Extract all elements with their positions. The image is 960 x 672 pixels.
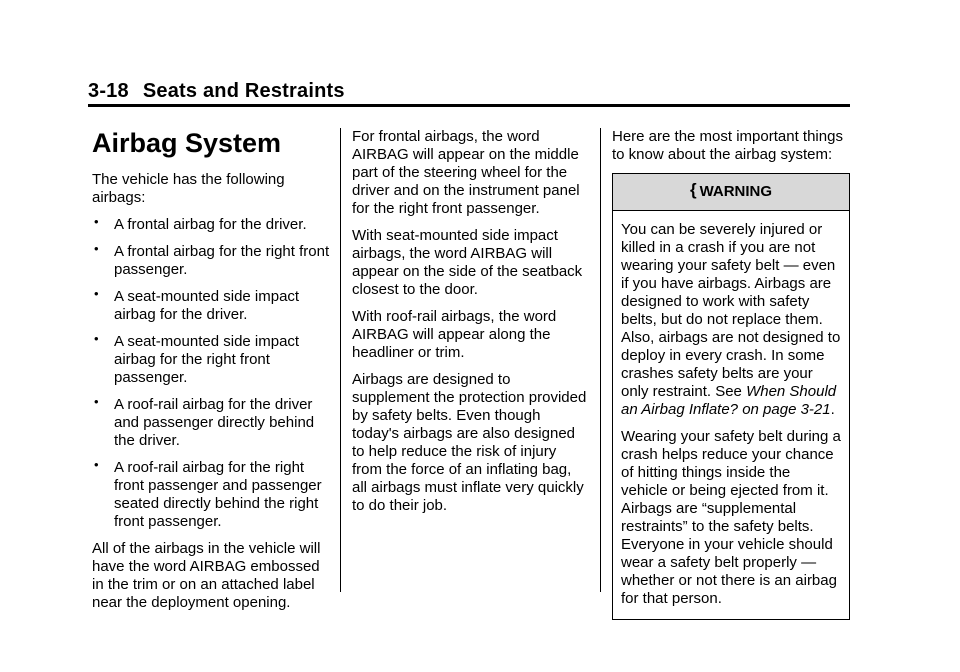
- warning-header: [613, 174, 849, 211]
- warning-paragraph: You can be severely injured or killed in a crash if you are not wearing your safety belt — even if you have airbags. Airbags are designed to work with safety belts, but do not replace them. Also, airbags are not designed to deploy in every crash. In some crashes safety belts are your only restraint. See When Should an Airbag Inflate? on page 3-21.: [621, 221, 841, 418]
- paragraph: For frontal airbags, the word AIRBAG will appear on the middle part of the steering wheel for the driver and on the instrument panel for the right front passenger.: [352, 128, 580, 217]
- list-item: • A frontal airbag for the right front passenger.: [94, 241, 330, 278]
- paragraph: With seat-mounted side impact airbags, the word AIRBAG will appear on the side of the seatback closest to the door.: [352, 227, 583, 298]
- warning-paragraph: Wearing your safety belt during a crash helps reduce your chance of hitting things inside the vehicle or being ejected from it. Airbags are “supplemental restraints” to the safety belts. Everyone in your vehicle should wear a safety belt properly — whether or not there is an airbag for that person.: [621, 428, 841, 607]
- page-header: [88, 80, 345, 103]
- paragraph: Airbags are designed to supplement the protection provided by safety belts. Even though today's airbags are also designed to help reduce the risk of injury from the force of an inflating bag, all airbags must inflate very quickly to do their job.: [352, 371, 587, 514]
- cross-reference-link[interactable]: When Should an Airbag Inflate? on page 3-21: [621, 383, 837, 418]
- intro-paragraph: The vehicle has the following airbags:: [92, 171, 285, 206]
- column-right: [612, 128, 854, 620]
- intro-paragraph: Here are the most important things to know about the airbag system:: [612, 128, 843, 163]
- section-title: Airbag System: [92, 128, 282, 158]
- bullet-icon: •: [94, 241, 99, 256]
- list-item: • A roof-rail airbag for the right front passenger and passenger seated directly behind the right front passenger.: [94, 457, 322, 530]
- bullet-icon: •: [94, 214, 99, 229]
- warning-body: [613, 211, 849, 619]
- warning-title: WARNING: [699, 183, 773, 200]
- bullet-icon: •: [94, 286, 99, 301]
- list-item: • A seat-mounted side impact airbag for the driver.: [94, 286, 300, 323]
- list-item: • A seat-mounted side impact airbag for the right front passenger.: [94, 331, 300, 386]
- bullet-icon: •: [94, 457, 99, 472]
- warning-box: [612, 173, 850, 620]
- outro-paragraph: All of the airbags in the vehicle will have the word AIRBAG embossed in the trim or on an attached label near the deployment opening.: [92, 540, 321, 611]
- header-rule: [88, 104, 850, 107]
- chapter-title: Seats and Restraints: [142, 80, 345, 102]
- list-item: • A frontal airbag for the driver.: [94, 214, 307, 233]
- column-middle: [352, 128, 590, 524]
- column-divider: [340, 128, 341, 592]
- bullet-icon: •: [94, 394, 99, 409]
- list-item: • A roof-rail airbag for the driver and passenger directly behind the driver.: [94, 394, 315, 449]
- bullet-icon: •: [94, 331, 99, 346]
- page-number: 3-18: [88, 80, 129, 102]
- paragraph: With roof-rail airbags, the word AIRBAG will appear along the headliner or trim.: [352, 308, 557, 361]
- warning-symbol-icon: {: [689, 180, 697, 199]
- airbag-list: [92, 216, 334, 531]
- column-left: [92, 128, 334, 621]
- column-divider: [600, 128, 601, 592]
